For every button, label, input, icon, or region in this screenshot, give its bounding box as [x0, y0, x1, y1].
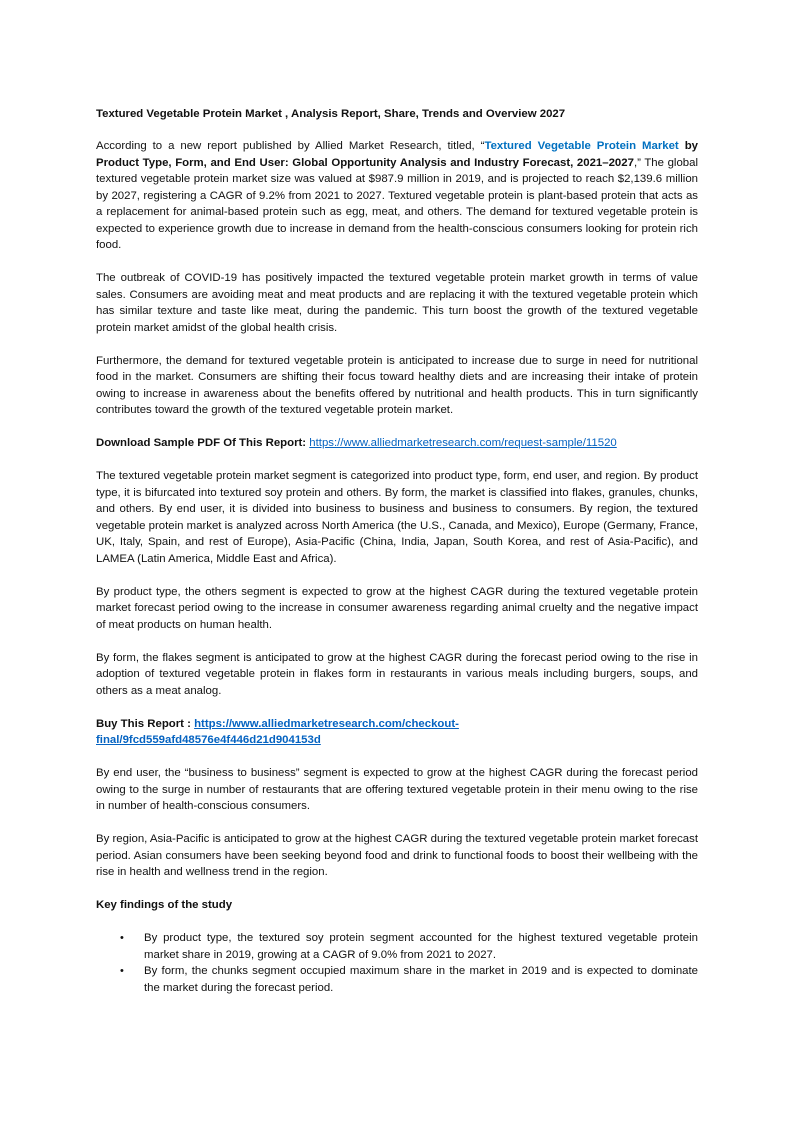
list-item [120, 930, 698, 963]
download-sample-label: Download Sample PDF Of This Report: [96, 437, 310, 449]
buy-report-line [96, 716, 698, 749]
paragraph-demand: Furthermore, the demand for textured vegetable protein is anticipated to increase due to surge in need for nutritional food in the market. Consumers are shifting their focus toward healthy diets and are increasing their intake of protein owing to increase in awareness about the benefits offered by nutritional and health products. This in turn significantly contributes toward the growth of the textured vegetable protein market. [96, 354, 698, 416]
bullet-icon: • [120, 965, 124, 977]
download-sample-line [96, 435, 698, 452]
paragraph-end-user: By end user, the “business to business” segment is expected to grow at the highest CAGR during the forecast period owing to the surge in number of restaurants that are offering textured vegetable protein in their menu owing to the rise in number of health-conscious consumers. [96, 767, 698, 812]
intro-lead: According to a new report published by Allied Market Research, titled, “ [96, 140, 485, 152]
paragraph-region: By region, Asia-Pacific is anticipated to grow at the highest CAGR during the textured vegetable protein market forecast period. Asian consumers have been seeking beyond food and drink to functional foods to boost their wellbeing with the rise in health and wellness trend in the region. [96, 833, 698, 878]
paragraph-covid: The outbreak of COVID-19 has positively impacted the textured vegetable protein market growth in terms of value sales. Consumers are avoiding meat and meat products and are replacing it with the textured vegetable protein which has similar texture and taste like meat, during the pandemic. This turn boost the growth of the textured vegetable protein market amidst of the global health crisis. [96, 272, 698, 334]
list-item [120, 963, 698, 996]
document-title: Textured Vegetable Protein Market , Analysis Report, Share, Trends and Overview 2027 [96, 108, 566, 120]
key-findings-heading: Key findings of the study [96, 899, 233, 911]
paragraph-segmentation: The textured vegetable protein market segment is categorized into product type, form, end user, and region. By product type, it is bifurcated into textured soy protein and others. By form, the market is classified into flakes, granules, chunks, and others. By end user, it is divided into business to business and business to consumers. By region, the textured vegetable protein market is analyzed across North America (the U.S., Canada, and Mexico), Europe (Germany, France, UK, Italy, Spain, and rest of Europe), Asia-Pacific (China, India, Japan, South Korea, and rest of Asia-Pacific), and LAMEA (Latin America, Middle East and Africa). [96, 470, 698, 565]
buy-report-url-line2: final/9fcd559afd48576e4f446d21d904153d [96, 734, 321, 746]
paragraph-intro [96, 138, 698, 254]
finding-text: By product type, the textured soy protein segment accounted for the highest textured vegetable protein market share in 2019, growing at a CAGR of 9.0% from 2021 to 2027. [144, 932, 698, 961]
paragraph-product-type: By product type, the others segment is expected to grow at the highest CAGR during the textured vegetable protein market forecast period owing to the increase in consumer awareness regarding animal cruelty and the negative impact of meat products on human health. [96, 585, 698, 631]
buy-report-url-line1: https://www.alliedmarketresearch.com/checkout- [194, 717, 459, 730]
key-findings-list [96, 930, 698, 996]
report-title-link[interactable]: Textured Vegetable Protein Market [484, 140, 679, 152]
intro-tail: ,” The global textured vegetable protein market size was valued at $987.9 million in 2019, and is projected to reach $2,139.6 million by 2027, registering a CAGR of 9.2% from 2021 to 2027. Textured vegetable protein is plant-based protein that acts as a replacement for animal-based protein such as egg, meat, and others. The demand for textured vegetable protein is expected to experience growth due to increase in demand from the health-conscious consumers looking for protein rich food. [96, 156, 698, 251]
download-sample-link[interactable]: https://www.alliedmarketresearch.com/request-sample/11520 [309, 437, 617, 449]
buy-report-label: Buy This Report : [96, 717, 195, 730]
report-title-rest: by Product Type, Form, and End User: Global Opportunity Analysis and Industry Forecast, 2021–2027 [96, 140, 698, 169]
finding-text: By form, the chunks segment occupied maximum share in the market in 2019 and is expected to dominate the market during the forecast period. [144, 965, 698, 994]
bullet-icon: • [120, 932, 124, 944]
paragraph-form: By form, the flakes segment is anticipated to grow at the highest CAGR during the forecast period owing to the rise in adoption of textured vegetable protein in flakes form in restaurants in various meals including burgers, soups, and others as a meat analog. [96, 651, 698, 697]
